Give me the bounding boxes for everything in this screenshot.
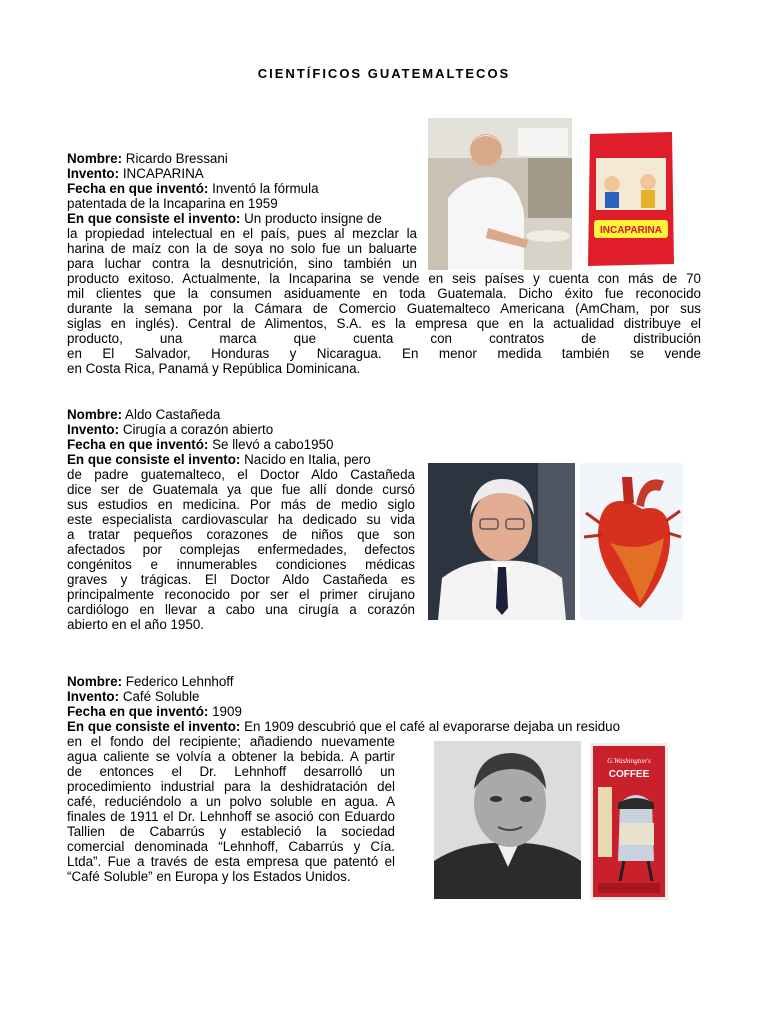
nombre-value: Federico Lehnhoff (125, 674, 234, 689)
body-line: de entonces el Dr. Lehnhoff desarrolló un (67, 764, 395, 779)
body-line: la propiedad intelectual en el país, pues al mezclar la (67, 226, 417, 241)
body-line: de padre guatemalteco, el Doctor Aldo Castañeda (67, 467, 415, 482)
body-line: en El Salvador, Honduras y Nicaragua. En menor medida también se vende (67, 346, 701, 361)
consiste-label: En que consiste el invento: (67, 452, 241, 467)
body-line: comercial denominada “Lehnhoff, Cabarrús y Cía. (67, 839, 395, 854)
body-line: siglas en inglés). Central de Alimentos, S.A. es la empresa que en la actualidad distribuye el (67, 316, 701, 331)
body-line: agua caliente se volvía a obtener la bebida. A partir (67, 749, 395, 764)
invento-label: Invento: (67, 689, 120, 704)
body-line: Ltda”. Fue a través de esta empresa que patentó el (67, 854, 395, 869)
body-line: sus estudios en medicina. Por más de medio siglo (67, 497, 415, 512)
invento-line (67, 689, 200, 704)
nombre-label: Nombre: (67, 674, 123, 689)
bag-brand-text: INCAPARINA (599, 225, 663, 236)
body-line: en Costa Rica, Panamá y República Dominicana. (67, 361, 361, 376)
fecha-value: 1909 (212, 704, 242, 719)
body-line: “Café Soluble” en Europa y los Estados Unidos. (67, 869, 351, 884)
fecha-line (67, 437, 333, 452)
nombre-value: Aldo Castañeda (125, 407, 221, 422)
body-line: en el fondo del recipiente; añadiendo nuevamente (67, 734, 395, 749)
body-line: Nacido en Italia, pero (244, 452, 371, 467)
body-line: dice ser de Guatemala ya que fue allí donde cursó (67, 482, 415, 497)
body-line: producto, una marca que cuenta con contratos de distribución (67, 331, 701, 346)
body-line: abierto en el año 1950. (67, 617, 204, 632)
body-line: para luchar contra la desnutrición, sino también un (67, 256, 417, 271)
nombre-value: Ricardo Bressani (125, 151, 228, 166)
body-line: Tallien de Cabarrús y estableció la sociedad (67, 824, 395, 839)
invento-value: Café Soluble (122, 689, 200, 704)
body-line: Un producto insigne de (244, 211, 382, 226)
incaparina-bag-photo (586, 128, 676, 268)
heart-illustration (580, 463, 683, 620)
poster-coffee-text: COFFEE (608, 769, 650, 780)
nombre-label: Nombre: (67, 151, 123, 166)
nombre-line (67, 674, 234, 689)
lehnhoff-photo (434, 741, 581, 899)
fecha-value: Se llevó a cabo1950 (212, 437, 334, 452)
consiste-line (67, 719, 620, 734)
fecha-line (67, 181, 319, 196)
body-line: principalmente reconocido por ser el primer cirujano (67, 587, 415, 602)
body-line: afectados por complejas enfermedades, defectos (67, 542, 415, 557)
poster-brand-text: G.Washington's (607, 757, 651, 765)
nombre-line (67, 407, 220, 422)
body-line: café, reduciéndolo a un polvo soluble en agua. A (67, 794, 395, 809)
body-line: finales de 1911 el Dr. Lehnhoff se asoció con Eduardo (67, 809, 395, 824)
consiste-label: En que consiste el invento: (67, 719, 241, 734)
nombre-label: Nombre: (67, 407, 123, 422)
body-line: patentada de la Incaparina en 1959 (67, 196, 278, 211)
body-line: producto exitoso. Actualmente, la Incaparina se vende en seis países y cuenta con más de 70 (67, 271, 701, 286)
fecha-label: Fecha en que inventó: (67, 704, 209, 719)
body-line: En 1909 descubrió que el café al evaporarse dejaba un residuo (244, 719, 621, 734)
consiste-line (67, 452, 371, 467)
body-line: harina de maíz con la de soya no solo fue un baluarte (67, 241, 417, 256)
nombre-line (67, 151, 228, 166)
fecha-label: Fecha en que inventó: (67, 181, 209, 196)
fecha-line (67, 704, 242, 719)
bressani-photo (428, 118, 572, 270)
consiste-line (67, 211, 382, 226)
body-line: graves y trágicas. El Doctor Aldo Castañeda es (67, 572, 415, 587)
invento-value: INCAPARINA (122, 166, 204, 181)
body-line: procedimiento industrial para la deshidratación del (67, 779, 395, 794)
fecha-label: Fecha en que inventó: (67, 437, 209, 452)
invento-line (67, 166, 204, 181)
consiste-label: En que consiste el invento: (67, 211, 241, 226)
invento-label: Invento: (67, 422, 120, 437)
body-line: mil clientes que la consumen asiduamente en toda Guatemala. Dicho éxito fue reconocido (67, 286, 701, 301)
body-line: congénitos e innumerables condiciones médicas (67, 557, 415, 572)
body-line: durante la semana por la Cámara de Comercio Guatemalteco Americana (AmCham, por sus (67, 301, 701, 316)
body-line: este especialista cardiovascular ha dedicado su vida (67, 512, 415, 527)
invento-value: Cirugía a corazón abierto (122, 422, 274, 437)
castaneda-photo (428, 463, 575, 620)
body-line: cardiólogo en llevar a cabo una cirugía a corazón (67, 602, 415, 617)
coffee-poster (590, 743, 668, 900)
body-line: a tratar pequeños corazones de niños que son (67, 527, 415, 542)
invento-label: Invento: (67, 166, 120, 181)
invento-line (67, 422, 273, 437)
page-title: CIENTÍFICOS GUATEMALTECOS (257, 66, 511, 81)
fecha-value: Inventó la fórmula (212, 181, 319, 196)
